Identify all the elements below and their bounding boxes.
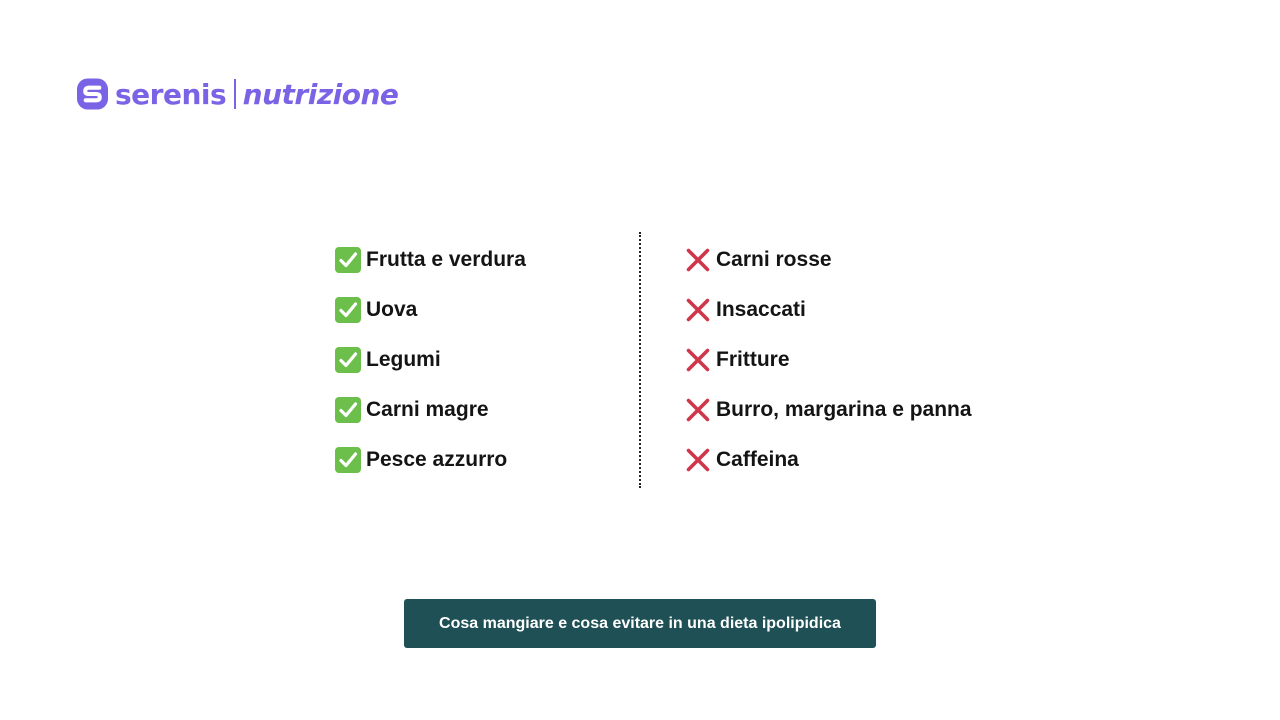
avoid-list xyxy=(685,235,972,485)
avoid-list-item xyxy=(685,385,972,435)
avoid-list-item xyxy=(685,285,972,335)
brand-logo xyxy=(77,76,398,112)
serenis-logo-icon xyxy=(77,78,108,110)
avoid-item-label: Fritture xyxy=(716,348,790,371)
caption-banner xyxy=(404,599,876,648)
eat-item-label: Pesce azzurro xyxy=(366,448,508,471)
eat-item-label: Legumi xyxy=(366,348,441,371)
eat-list-item xyxy=(335,385,526,435)
cross-mark-icon xyxy=(685,247,711,273)
eat-list-item xyxy=(335,435,526,485)
avoid-list-item xyxy=(685,235,972,285)
avoid-item-label: Burro, margarina e panna xyxy=(716,398,972,421)
eat-list xyxy=(335,235,526,485)
avoid-list-item xyxy=(685,435,972,485)
check-mark-icon xyxy=(335,297,361,323)
eat-item-label: Carni magre xyxy=(366,398,489,421)
brand-name: serenis xyxy=(115,77,227,111)
eat-list-item xyxy=(335,285,526,335)
eat-list-item xyxy=(335,335,526,385)
cross-mark-icon xyxy=(685,297,711,323)
eat-item-label: Uova xyxy=(366,298,418,321)
eat-item-label: Frutta e verdura xyxy=(366,248,526,271)
brand-separator xyxy=(234,79,236,109)
check-mark-icon xyxy=(335,397,361,423)
check-mark-icon xyxy=(335,347,361,373)
avoid-item-label: Carni rosse xyxy=(716,248,832,271)
check-mark-icon xyxy=(335,247,361,273)
dotted-divider xyxy=(639,232,641,488)
cross-mark-icon xyxy=(685,447,711,473)
check-mark-icon xyxy=(335,447,361,473)
avoid-item-label: Caffeina xyxy=(716,448,799,471)
avoid-list-item xyxy=(685,335,972,385)
brand-product: nutrizione xyxy=(242,77,399,111)
avoid-item-label: Insaccati xyxy=(716,298,806,321)
caption-text: Cosa mangiare e cosa evitare in una dieta ipolipidica xyxy=(439,614,841,632)
cross-mark-icon xyxy=(685,397,711,423)
cross-mark-icon xyxy=(685,347,711,373)
eat-list-item xyxy=(335,235,526,285)
